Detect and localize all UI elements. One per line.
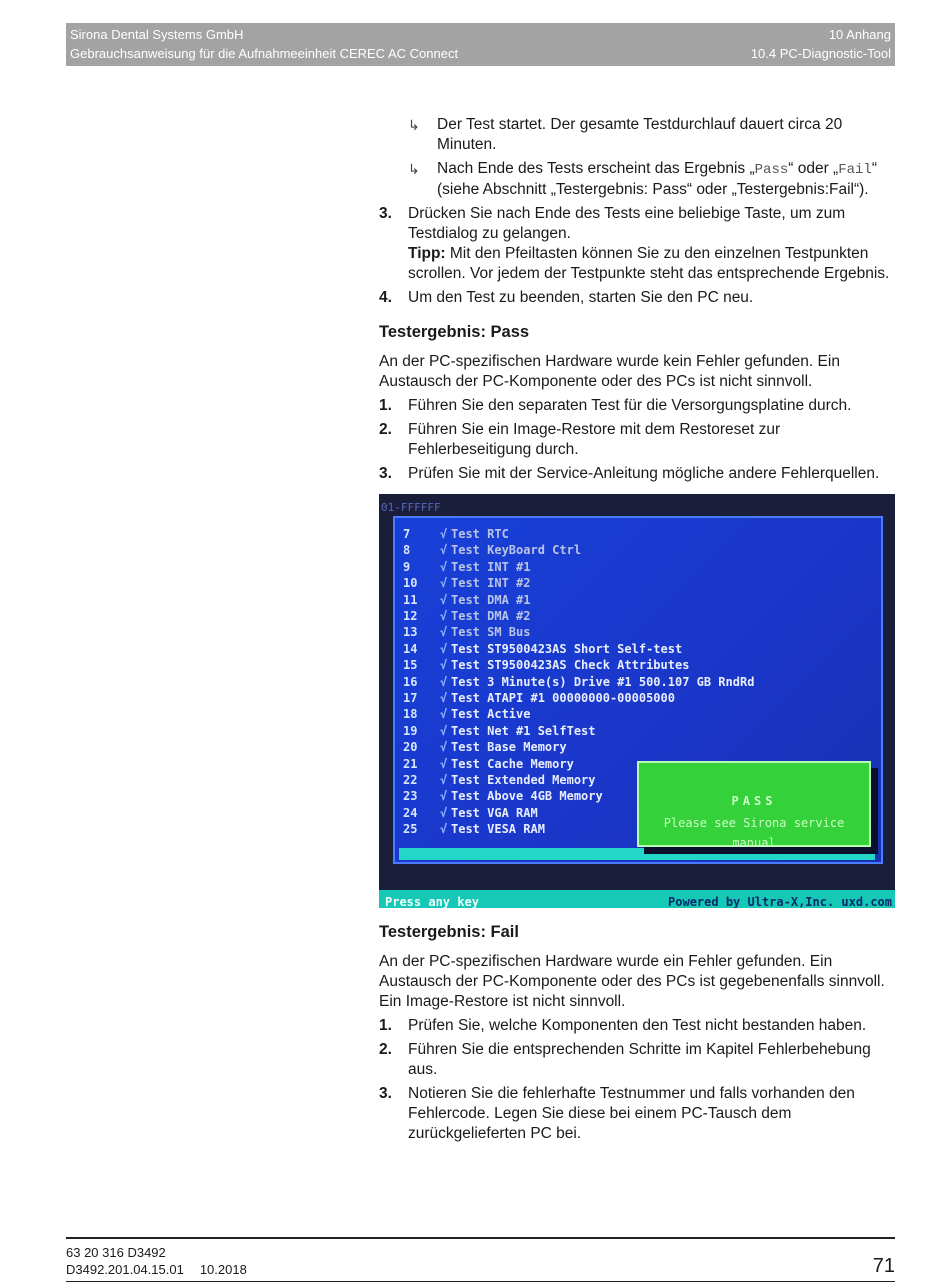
test-number: 12 [403,609,418,623]
step-item [379,1040,895,1080]
test-name: Test DMA #2 [451,609,531,623]
test-number: 25 [403,822,418,837]
check-icon: √ [440,805,448,820]
test-name: Test KeyBoard Ctrl [451,543,582,558]
test-name: Test Above 4GB Memory [451,789,603,804]
header-section: 10.4 PC-Diagnostic-Tool [750,46,891,61]
check-icon: √ [440,723,448,738]
footer-divider [66,1237,895,1239]
test-number: 24 [403,805,418,820]
header-doc-title: Gebrauchsanweisung für die Aufnahmeeinheit CEREC AC Connect [70,46,459,61]
step-number: 3. [379,1085,392,1102]
result-text [437,159,895,200]
step-item [379,396,895,416]
result-item [408,115,895,155]
test-number: 21 [403,756,418,771]
test-name: Test Cache Memory [451,756,574,771]
check-icon: √ [440,609,448,623]
header-chapter: 10 Anhang [828,27,891,42]
step-text: Prüfen Sie mit der Service-Anleitung mögliche andere Fehlerquellen. [408,465,880,482]
test-number: 22 [403,773,418,787]
check-icon: √ [440,527,448,541]
check-icon: √ [440,822,448,837]
step-text: Notieren Sie die fehlerhafte Testnummer und falls vorhanden den Fehlercode. Legen Sie diese bei einem PC-Tausch dem zurückgelieferten PC bei. [408,1085,855,1142]
test-number: 15 [403,658,418,673]
step-item [379,1016,895,1036]
test-name: Test Base Memory [451,740,567,755]
test-name: Test Net #1 SelfTest [451,723,596,738]
section-heading-fail: Testergebnis: Fail [379,923,519,941]
result-text-part: “ (siehe Abschnitt „Testergebnis: Pass“ oder „Testergebnis:Fail“). [437,160,877,198]
check-icon: √ [440,641,448,656]
result-text-part: Nach Ende des Tests erscheint das Ergebnis „ [437,160,755,177]
test-name: Test Active [451,707,531,722]
check-icon: √ [440,691,448,705]
step-number: 3. [379,205,392,222]
test-number: 7 [403,527,411,541]
result-text: Der Test startet. Der gesamte Testdurchlauf dauert circa 20 Minuten. [437,116,843,153]
tip-text: Mit den Pfeiltasten können Sie zu den einzelnen Testpunkten scrollen. Vor jedem der Testpunkte steht das entsprechende Ergebnis. [408,245,890,282]
result-arrow-icon: ↳ [408,161,420,177]
step-text: Um den Test zu beenden, starten Sie den PC neu. [408,289,754,306]
check-icon: √ [440,559,448,574]
test-name: Test RTC [451,527,509,541]
test-name: Test Extended Memory [451,773,596,787]
test-number: 17 [403,691,418,705]
powered-by: Powered by Ultra-X,Inc. uxd.com [668,895,892,908]
test-name: Test VGA RAM [451,805,538,820]
result-arrow-icon: ↳ [408,117,420,133]
fail-intro: An der PC-spezifischen Hardware wurde ein Fehler gefunden. Ein Austausch der PC-Komponente oder des PCs ist gegebenenfalls sinnvoll. [379,953,885,990]
screen-status-bar [379,890,895,908]
step-number: 2. [379,1041,392,1058]
test-name: Test ST9500423AS Check Attributes [451,658,690,673]
screen-topbar: 01-FFFFFF [381,501,441,514]
main-content [379,115,895,1148]
check-icon: √ [440,707,448,722]
step-text: Führen Sie den separaten Test für die Versorgungsplatine durch. [408,397,852,414]
page-number: 71 [872,1255,895,1277]
test-name: Test ST9500423AS Short Self-test [451,641,683,656]
press-any-key: Press any key [385,895,479,908]
test-number: 13 [403,625,418,640]
test-number: 20 [403,740,418,755]
check-icon: √ [440,674,448,689]
step-text: Führen Sie ein Image-Restore mit dem Restoreset zur Fehlerbeseitigung durch. [408,421,781,458]
check-icon: √ [440,625,448,640]
step-item [379,464,895,484]
result-item [408,159,895,200]
test-number: 18 [403,707,418,722]
pass-title: PASS [731,794,777,808]
test-name: Test VESA RAM [451,822,545,837]
check-icon: √ [440,658,448,673]
check-icon: √ [440,543,448,558]
footer-revision: D3492.201.04.15.01 [66,1262,184,1277]
tip-label: Tipp: [408,245,446,262]
test-number: 9 [403,559,411,574]
step-number: 1. [379,397,392,414]
code-fail: Fail [838,162,872,178]
test-name: Test SM Bus [451,625,531,640]
footer-date: 10.2018 [199,1262,247,1277]
step-item [379,420,895,460]
test-name: Test INT #1 [451,559,531,574]
step-number: 4. [379,289,392,306]
step-main-text: Drücken Sie nach Ende des Tests eine beliebige Taste, um zum Testdialog zu gelangen. [408,205,846,242]
result-text-part: “ oder „ [788,160,839,177]
test-number: 11 [403,592,418,607]
pass-intro: An der PC-spezifischen Hardware wurde kein Fehler gefunden. Ein Austausch der PC-Komponente oder des PCs ist nicht sinnvoll. [379,353,840,390]
section-heading-pass: Testergebnis: Pass [379,323,530,341]
check-icon: √ [440,756,448,771]
pass-subtitle: Please see Sirona service manual [663,816,845,850]
test-number: 10 [403,576,418,591]
page-header [66,23,895,66]
step-item [379,288,895,308]
check-icon: √ [440,773,448,787]
check-icon: √ [440,789,448,804]
header-company: Sirona Dental Systems GmbH [70,27,244,42]
step-number: 1. [379,1017,392,1034]
diagnostic-screen-photo [379,494,895,908]
step-text: Führen Sie die entsprechenden Schritte im Kapitel Fehlerbehebung aus. [408,1041,871,1078]
step-text: Prüfen Sie, welche Komponenten den Test nicht bestanden haben. [408,1017,867,1034]
fail-intro-2: Ein Image-Restore ist nicht sinnvoll. [379,993,626,1010]
check-icon: √ [440,740,448,755]
test-name: Test 3 Minute(s) Drive #1 500.107 GB RndRd [451,674,755,689]
test-number: 23 [403,789,418,804]
test-name: Test DMA #1 [451,592,531,607]
step-number: 2. [379,421,392,438]
test-number: 19 [403,723,418,738]
step-item [379,1084,895,1144]
check-icon: √ [440,592,448,607]
footer-doc-number: 63 20 316 D3492 [66,1245,166,1260]
code-pass: Pass [754,162,789,178]
test-name: Test INT #2 [451,576,531,591]
test-name: Test ATAPI #1 00000000-00005000 [451,691,675,705]
pass-dialog [637,761,871,850]
footer-bottom-divider [66,1281,895,1282]
test-number: 14 [403,641,418,656]
footer-revision-line [66,1262,247,1277]
test-number: 16 [403,674,418,689]
check-icon: √ [440,576,448,591]
test-number: 8 [403,543,411,558]
step-text [408,204,895,284]
step-number: 3. [379,465,392,482]
step-item [379,204,895,284]
